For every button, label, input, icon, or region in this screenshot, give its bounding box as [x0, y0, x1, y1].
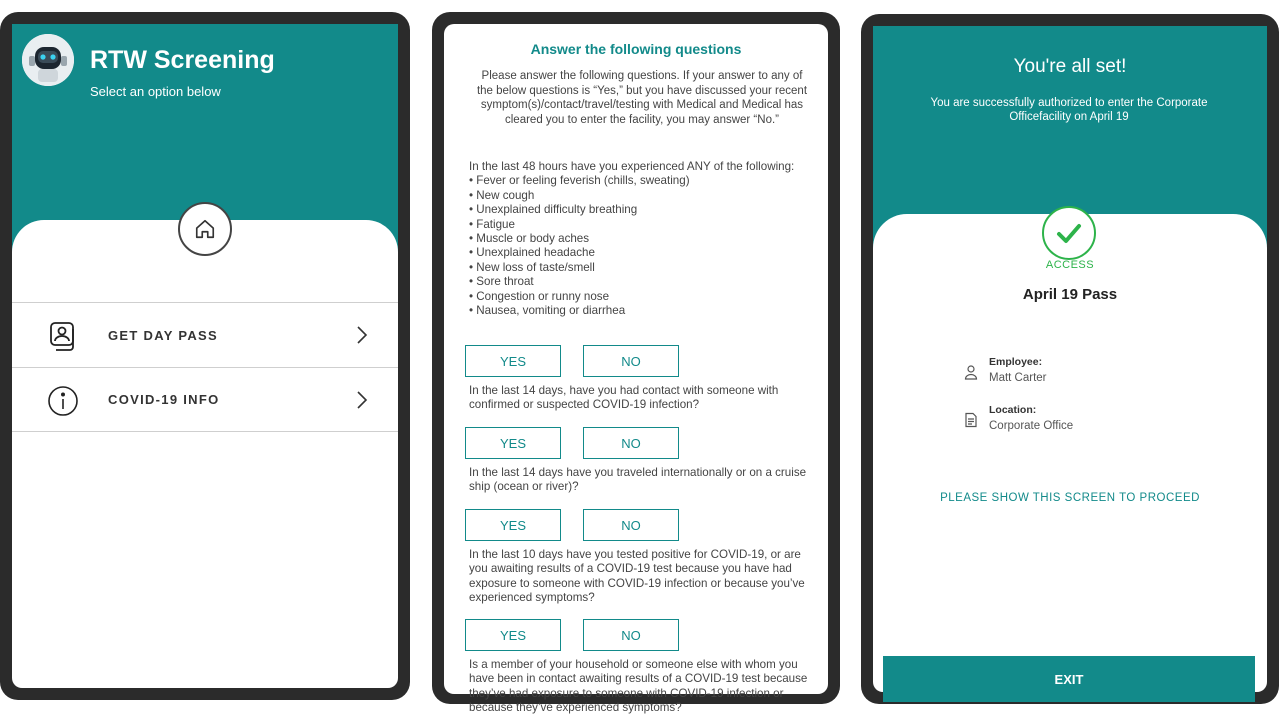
questionnaire-title: Answer the following questions: [530, 41, 742, 57]
robot-avatar-icon: [22, 34, 74, 86]
question-5: Is a member of your household or someone else with whom you have been in contact awaiting results of a COVID-19 test because they’ve had exposure to someone with COVID-19 infection or because they’ve experienced symptoms?: [469, 658, 808, 715]
list-item: • Sore throat: [469, 275, 534, 289]
pass-screen: [873, 26, 1267, 692]
app-title: RTW Screening: [90, 46, 275, 74]
document-icon: [963, 412, 979, 428]
chevron-right-icon: [356, 325, 368, 345]
phone-frame-pass: [861, 14, 1279, 704]
list-item: • New loss of taste/smell: [469, 260, 595, 274]
chevron-right-icon: [356, 390, 368, 410]
answer-group-4: [465, 619, 680, 651]
menu-item-covid-info[interactable]: [12, 367, 398, 432]
answer-group-1: [465, 345, 680, 377]
list-item: • Fatigue: [469, 217, 515, 231]
confirmation-title: You're all set!: [1013, 56, 1127, 77]
no-button[interactable]: NO: [583, 345, 679, 377]
answer-group-3: [465, 509, 680, 541]
no-button[interactable]: NO: [583, 427, 679, 459]
location-label: Location:: [989, 404, 1037, 416]
phone-frame-menu: [0, 12, 410, 700]
pass-title: April 19 Pass: [1022, 286, 1118, 303]
instructions-text: Please answer the following questions. If your answer to any of the below questions is “Yes,” but you have discussed your recent symptom(s)/contact/travel/testing with Medical and Medical has cleared you to enter the facility, you may answer “No.”: [476, 70, 808, 126]
employee-info: [963, 356, 1203, 396]
yes-button[interactable]: YES: [465, 619, 561, 651]
symptom-list: [469, 174, 814, 318]
list-item: • Congestion or runny nose: [469, 289, 610, 303]
list-item: • Unexplained headache: [469, 246, 595, 260]
info-circle-icon: [46, 384, 80, 418]
yes-button[interactable]: YES: [465, 427, 561, 459]
phone-frame-questionnaire: [432, 12, 840, 715]
employee-value: Matt Carter: [989, 372, 1047, 384]
main-menu: [12, 302, 398, 432]
person-icon: [963, 364, 979, 380]
question-2: In the last 14 days, have you had contact with someone with confirmed or suspected COVID-19 infection?: [469, 384, 779, 412]
id-badge-icon: [46, 319, 80, 353]
question-1: [469, 160, 814, 318]
location-value: Corporate Office: [989, 420, 1074, 432]
exit-button[interactable]: EXIT: [883, 656, 1255, 702]
proceed-instruction: PLEASE SHOW THIS SCREEN TO PROCEED: [940, 492, 1200, 504]
question-text: In the last 48 hours have you experienced ANY of the following:: [469, 160, 795, 173]
questionnaire-screen[interactable]: [444, 24, 828, 715]
list-item: • New cough: [469, 188, 535, 202]
menu-screen: [12, 24, 398, 688]
confirmation-message: You are successfully authorized to enter the Corporate Officefacility on April 19: [930, 97, 1208, 123]
location-info: [963, 404, 1203, 444]
yes-button[interactable]: YES: [465, 345, 561, 377]
home-icon: [194, 218, 216, 240]
list-item: • Unexplained difficulty breathing: [469, 203, 638, 217]
menu-item-label: COVID-19 INFO: [108, 392, 220, 407]
answer-group-2: [465, 427, 680, 459]
employee-label: Employee:: [989, 356, 1043, 368]
question-4: In the last 10 days have you tested positive for COVID-19, or are you awaiting results of a COVID-19 test because you have had exposure to someone with COVID-19 infection or because you’ve experienced symptoms?: [469, 548, 805, 605]
menu-item-get-day-pass[interactable]: [12, 302, 398, 367]
no-button[interactable]: NO: [583, 509, 679, 541]
question-3: In the last 14 days have you traveled internationally or on a cruise ship (ocean or river)?: [469, 466, 807, 494]
access-status: ACCESS: [1045, 259, 1095, 271]
checkmark-icon: [1042, 206, 1096, 260]
no-button[interactable]: NO: [583, 619, 679, 651]
list-item: • Nausea, vomiting or diarrhea: [469, 304, 626, 318]
app-subtitle: Select an option below: [90, 84, 221, 99]
menu-item-label: GET DAY PASS: [108, 327, 219, 343]
yes-button[interactable]: YES: [465, 509, 561, 541]
list-item: • Muscle or body aches: [469, 232, 590, 246]
list-item: • Fever or feeling feverish (chills, sweating): [469, 174, 690, 188]
home-button[interactable]: [178, 202, 232, 256]
